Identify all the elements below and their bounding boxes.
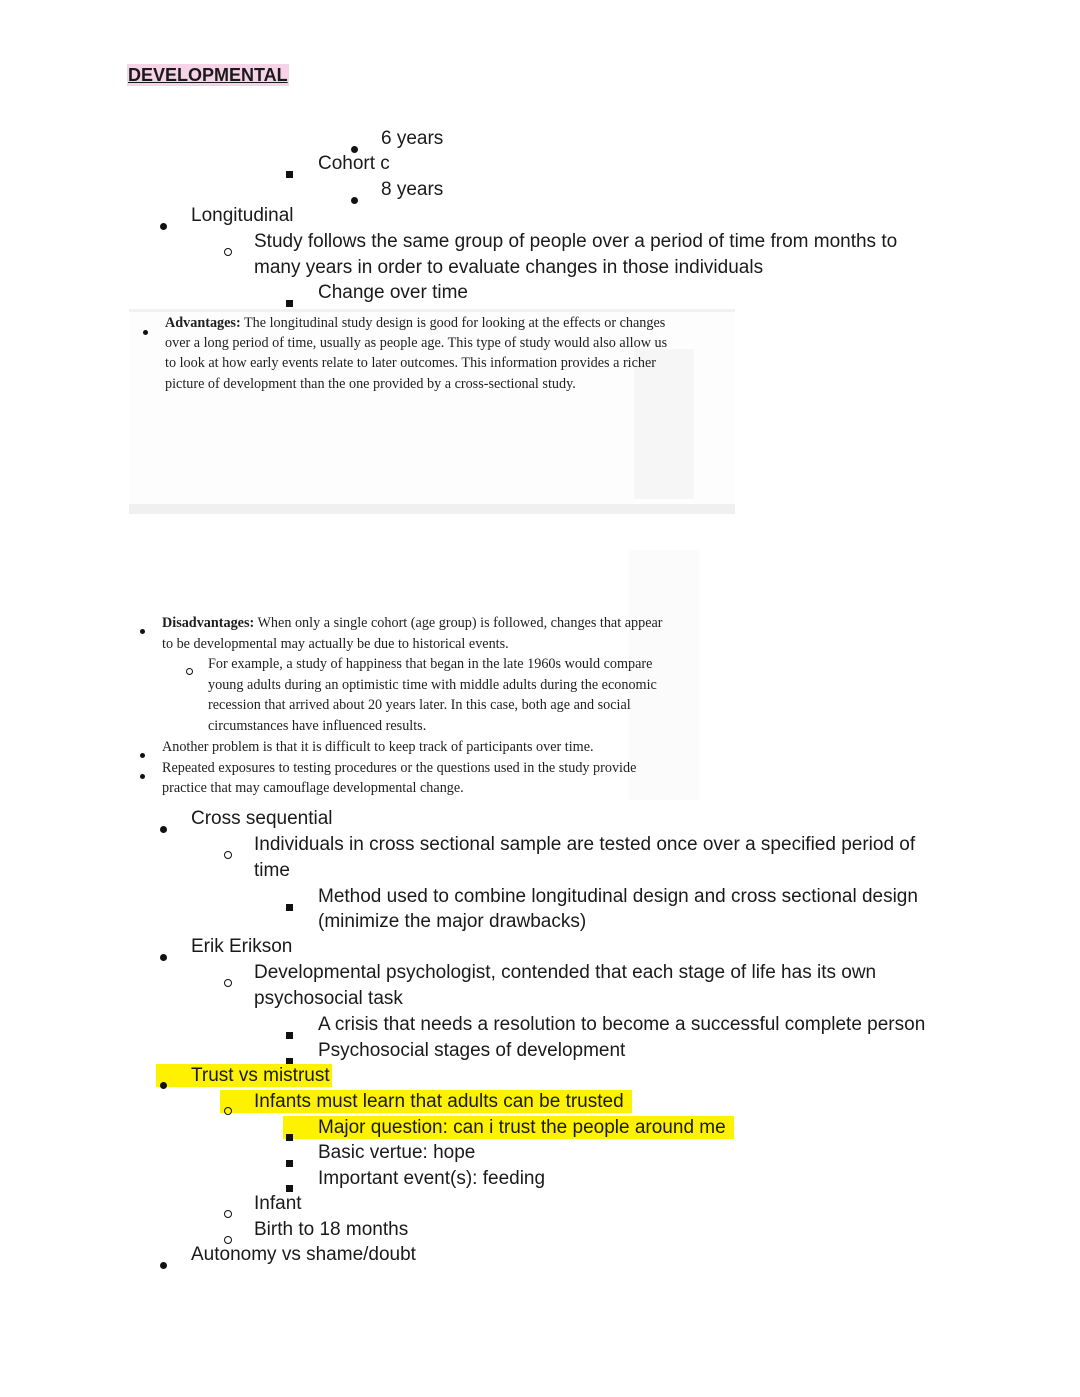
advantages-line1 [165,313,665,334]
bullet-ring-icon [186,662,193,680]
longitudinal-desc-line1: Study follows the same group of people over a period of time from months to [254,231,898,252]
bullet-ring-icon [224,970,232,992]
trust-important-event: Important event(s): feeding [318,1168,546,1189]
heading-erik-erikson: Erik Erikson [191,936,293,957]
advantages-text-line1: The longitudinal study design is good for looking at the effects or changes [243,315,666,331]
bullet-ring-icon [224,1098,232,1120]
cross-sequential-sub-line1: Method used to combine longitudinal design and cross sectional design [318,886,918,907]
list-item-cohort-c: Cohort c [318,153,390,174]
bullet-dot-icon [140,766,145,784]
bullet-square-icon [286,894,293,916]
disadvantages-text-line1: When only a single cohort (age group) is followed, changes that appear [257,615,663,631]
bullet-dot-icon [160,1072,167,1094]
bullet-dot-icon [140,745,145,763]
bullet-ring-icon [224,239,232,261]
disadvantages-point2: Another problem is that it is difficult to keep track of participants over time. [162,739,594,755]
disadvantages-example-line2: young adults during an optimistic time with middle adults during the economic [208,677,657,693]
heading-longitudinal: Longitudinal [191,205,294,226]
cross-sequential-desc-line1: Individuals in cross sectional sample are tested once over a specified period of [254,834,916,855]
bullet-dot-icon [143,322,148,340]
heading-autonomy: Autonomy vs shame/doubt [191,1244,416,1265]
bullet-dot-icon [160,944,167,966]
bullet-ring-icon [224,842,232,864]
trust-age-range: Birth to 18 months [254,1219,409,1240]
trust-major-question: Major question: can i trust the people around me [318,1117,726,1138]
erikson-desc-line2: psychosocial task [254,988,403,1009]
bullet-square-icon [286,1124,293,1146]
disadvantages-line1 [162,613,663,634]
cross-sequential-sub-line2: (minimize the major drawbacks) [318,911,587,932]
longitudinal-sub: Change over time [318,282,468,303]
disadvantages-label: Disadvantages: [162,615,255,631]
list-item-8-years: 8 years [381,179,444,200]
trust-basic-virtue: Basic vertue: hope [318,1142,476,1163]
disadvantages-point3-line2: practice that may camouflage developmental change. [162,780,464,796]
advantages-line4: picture of development than the one provided by a cross-sectional study. [165,376,576,392]
advantages-line3: to look at how early events relate to later outcomes. This information provides a richer [165,355,657,371]
disadvantages-example-line4: circumstances have influenced results. [208,718,427,734]
bullet-ring-icon [224,1201,232,1223]
bullet-square-icon [286,161,293,183]
bullet-dot-icon [160,816,167,838]
erikson-sub2: Psychosocial stages of development [318,1040,626,1061]
bullet-dot-icon [140,621,145,639]
advantages-label: Advantages: [165,315,241,331]
erikson-sub1: A crisis that needs a resolution to become a successful complete person [318,1014,926,1035]
trust-stage: Infant [254,1193,302,1214]
trust-desc: Infants must learn that adults can be trusted [254,1091,624,1112]
bullet-dot-icon [351,187,358,209]
cross-sequential-desc-line2: time [254,860,290,881]
bullet-dot-icon [160,213,167,235]
disadvantages-point3-line1: Repeated exposures to testing procedures or the questions used in the study provide [162,760,637,776]
page-title: DEVELOPMENTAL [128,65,288,85]
heading-trust-vs-mistrust: Trust vs mistrust [191,1065,330,1086]
bullet-square-icon [286,1150,293,1172]
longitudinal-desc-line2: many years in order to evaluate changes in those individuals [254,257,764,278]
list-item-6-years: 6 years [381,128,444,149]
disadvantages-line2: to be developmental may actually be due to historical events. [162,636,509,652]
heading-cross-sequential: Cross sequential [191,808,333,829]
bullet-square-icon [286,1022,293,1044]
disadvantages-example-line1: For example, a study of happiness that began in the late 1960s would compare [208,656,653,672]
bullet-dot-icon [160,1252,167,1274]
disadvantages-example-line3: recession that arrived about 20 years later. In this case, both age and social [208,697,631,713]
erikson-desc-line1: Developmental psychologist, contended that each stage of life has its own [254,962,877,983]
advantages-line2: over a long period of time, usually as people age. This type of study would also allow us [165,335,668,351]
